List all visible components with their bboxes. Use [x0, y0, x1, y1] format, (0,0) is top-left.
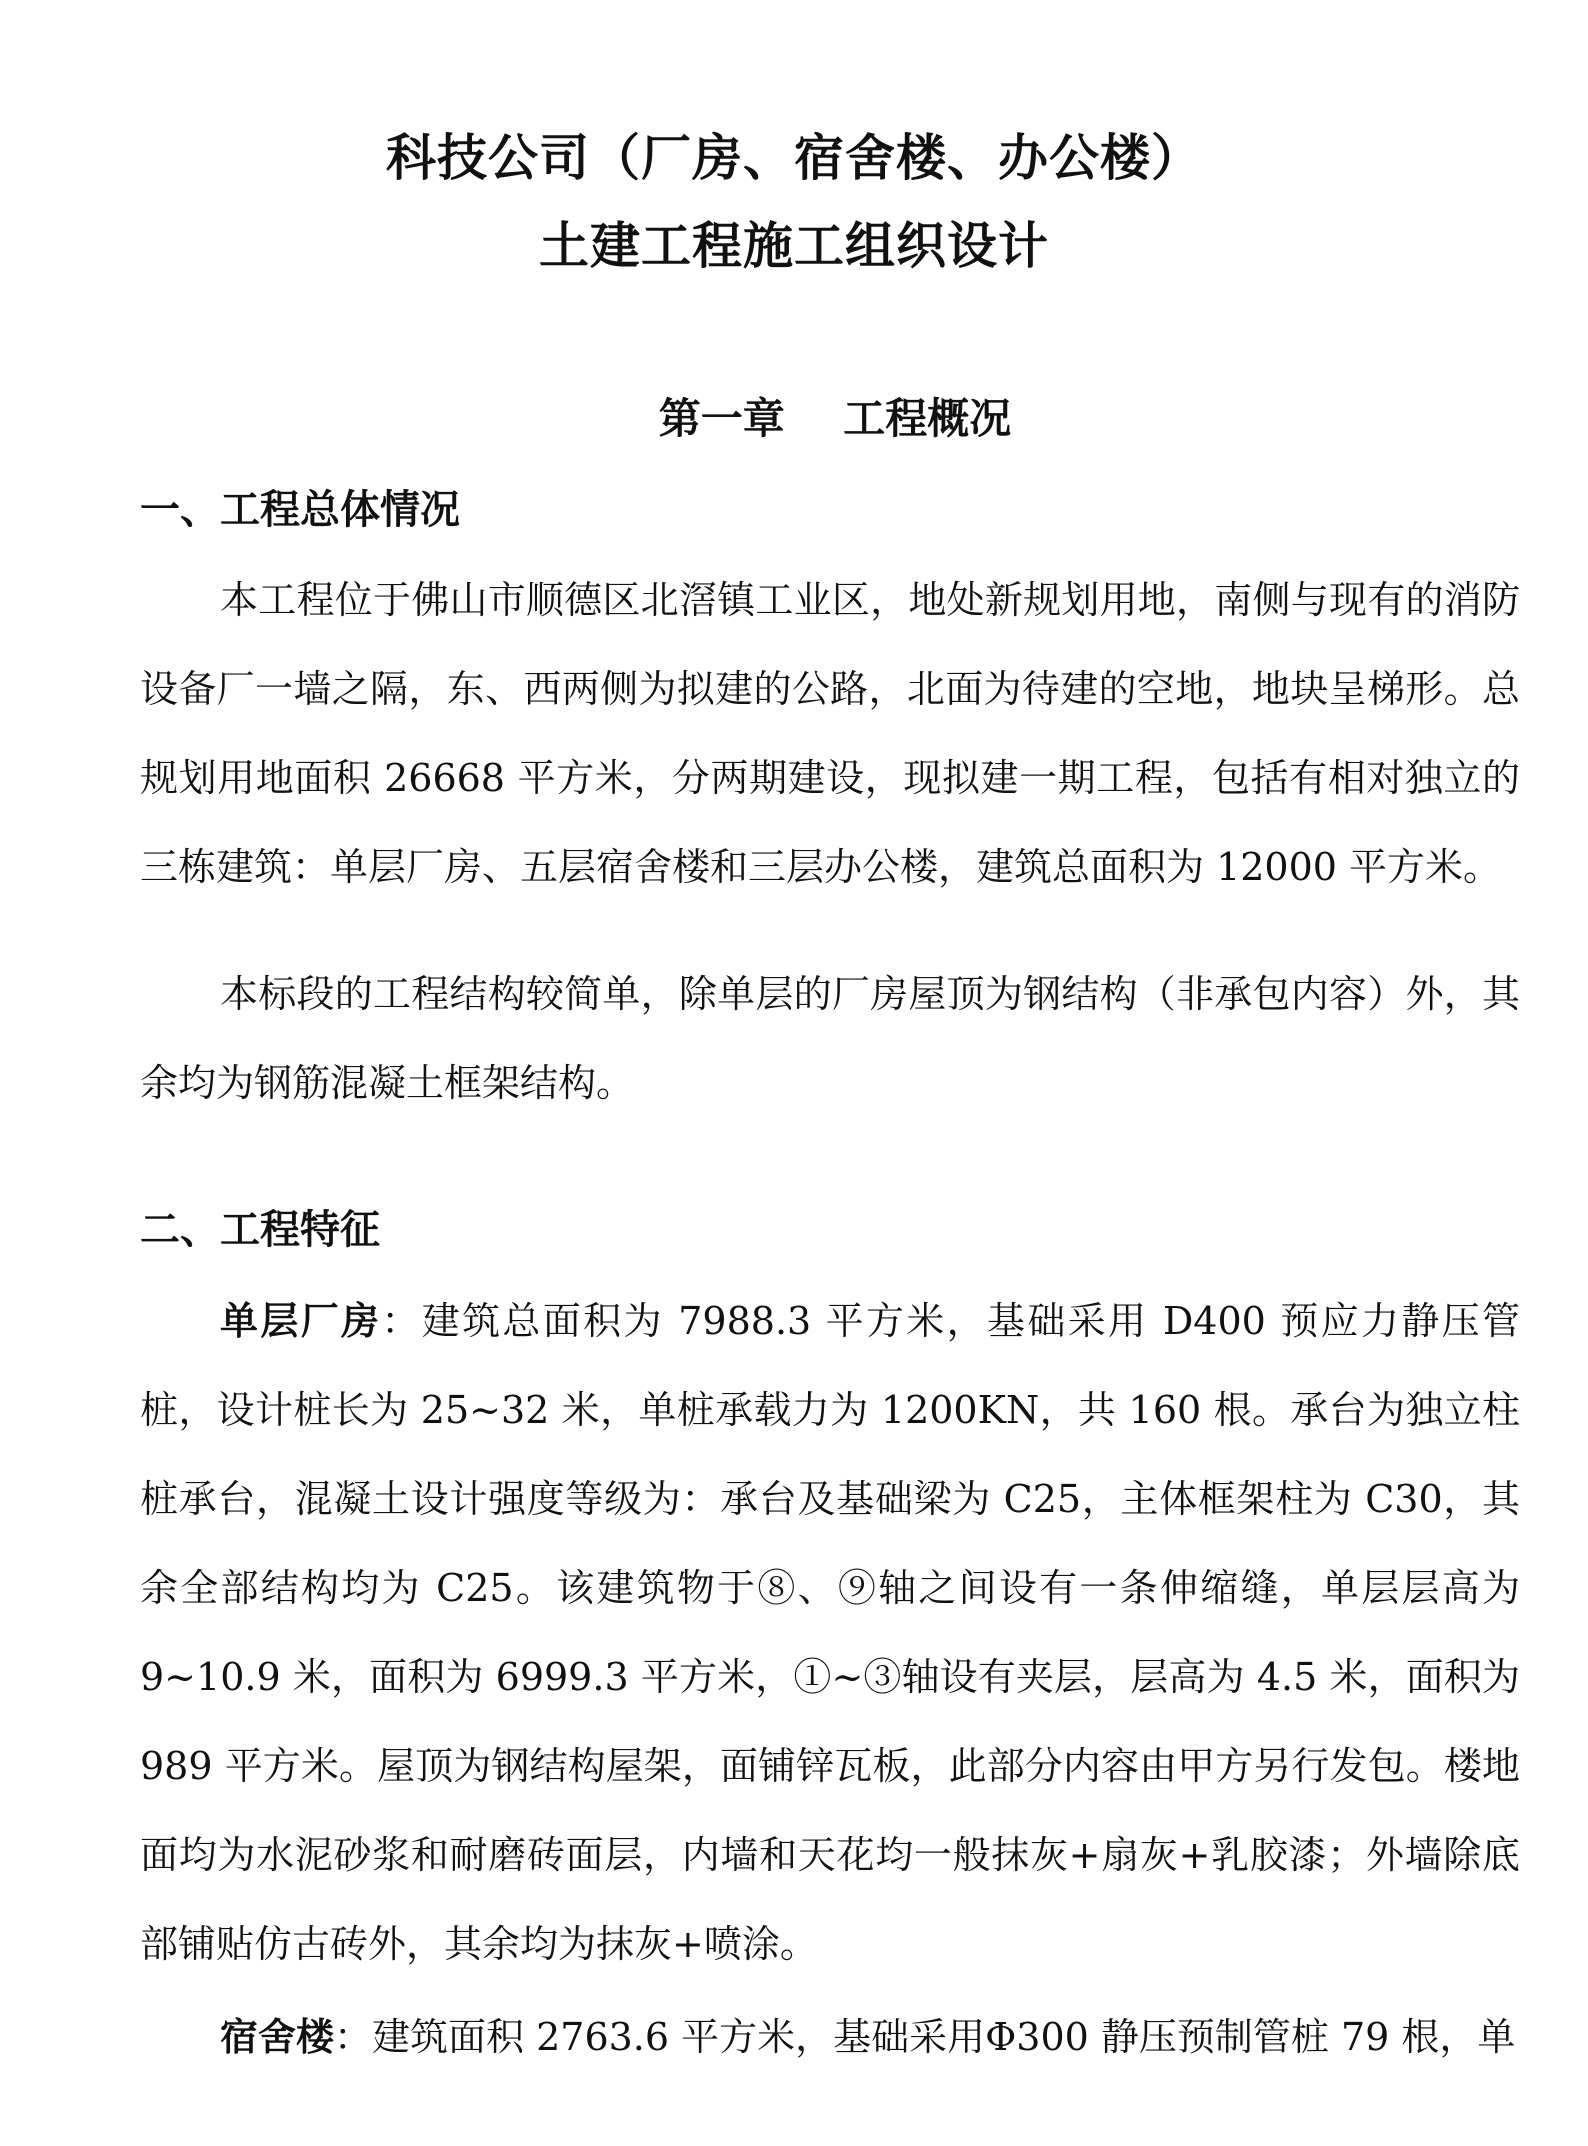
dormitory-lead: 宿舍楼: [220, 2014, 335, 2059]
paragraph-dormitory: [140, 1992, 1520, 2082]
paragraph-factory-building: [140, 1276, 1520, 1989]
chapter-heading: 第一章 工程概况: [658, 394, 1012, 443]
dormitory-text: ：建筑面积 2763.6 平方米，基础采用Φ300 静压预制管桩 79 根，单: [334, 2015, 1516, 2059]
section-heading-features: 二、工程特征: [140, 1206, 380, 1253]
factory-building-lead: 单层厂房: [220, 1298, 382, 1343]
paragraph-structure-summary: 本标段的工程结构较简单，除单层的厂房屋顶为钢结构（非承包内容）外，其余均为钢筋混凝土框架结构。: [140, 972, 1520, 1105]
document-title-line2: 土建工程施工组织设计: [539, 216, 1049, 275]
document-title-line1: 科技公司（厂房、宿舍楼、办公楼）: [386, 128, 1202, 187]
paragraph-project-location: 本工程位于佛山市顺德区北滘镇工业区，地处新规划用地，南侧与现有的消防设备厂一墙之隔，东、西两侧为拟建的公路，北面为待建的空地，地块呈梯形。总规划用地面积 26668 平方米，分两期建设，现拟建一期工程，包括有相对独立的三栋建筑：单层厂房、五层宿舍楼和三层办公楼，建筑总面积为 12000 平方米。: [140, 578, 1520, 889]
factory-building-text: ：建筑总面积为 7988.3 平方米，基础采用 D400 预应力静压管桩，设计桩长为 25~32 米，单桩承载力为 1200KN，共 160 根。承台为独立柱桩承台，混凝土设计强度等级为：承台及基础梁为 C25，主体框架柱为 C30，其余全部结构均为 C25。该建筑物于⑧、⑨轴之间设有一条伸缩缝，单层层高为 9~10.9 米，面积为 6999.3 平方米，①~③轴设有夹层，层高为 4.5 米，面积为 989 平方米。屋顶为钢结构屋架，面铺锌瓦板，此部分内容由甲方另行发包。楼地面均为水泥砂浆和耐磨砖面层，内墙和天花均一般抹灰+扇灰+乳胶漆；外墙除底部铺贴仿古砖外，其余均为抹灰+喷涂。: [140, 1299, 1520, 1966]
section-heading-overview: 一、工程总体情况: [140, 486, 460, 533]
